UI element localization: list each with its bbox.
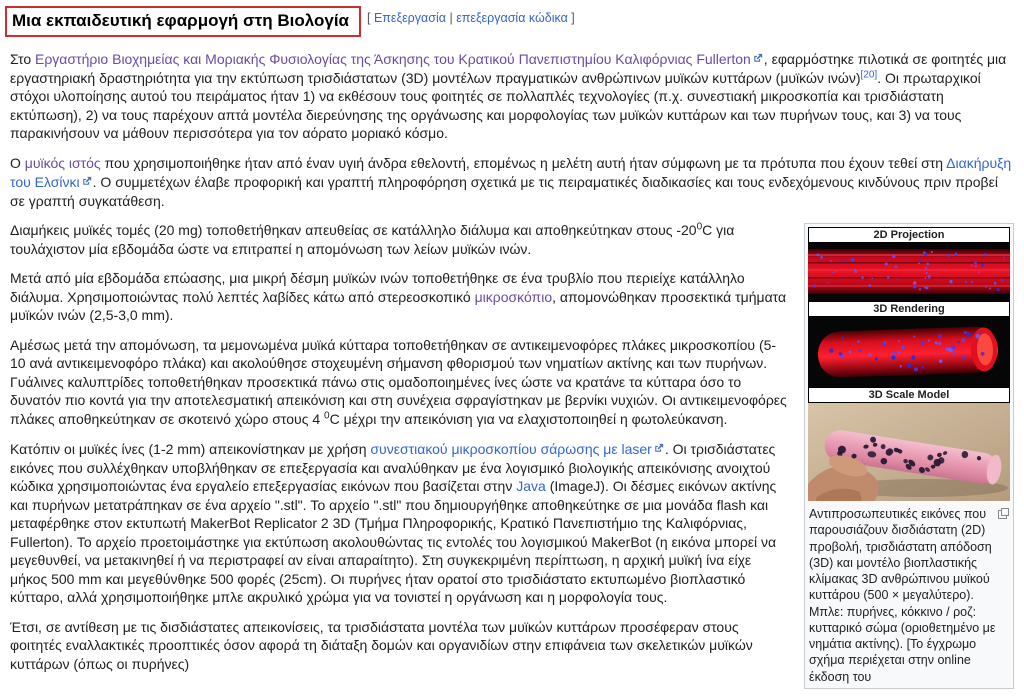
paragraph-intro: Στο Εργαστήριο Βιοχημείας και Μοριακής Φυσιολογίας της Άσκησης του Κρατικού Πανεπιστημίου Καλιφόρνιας Fullerton , εφαρμόστηκε πιλοτικά σε φοιτητές μια εργαστηριακή δραστηριότητα για την εκτύπωση τρισδιάστατων (3D) μοντέλων πραγματικών ανθρώπινων μυϊκών κυττάρων (μυϊκών ινών)[20]. Οι πρωταρχικοί στόχοι υλοποίησης αυτού του πειράματος ήταν 1) να εκθέσουν τους φοιτητές σε πολλαπλές τεχνολογίες (π.χ. συνεστιακή μικροσκοπία και τρισδιάστατη εκτύπωση), 2) να τους παρέχουν απτά μοντέλα διερεύνησης της οργάνωσης και μορφολογίας των μυϊκών κυττάρων και των πυρήνων τους, και 3) να τους παρακινήσουν να μάθουν περισσότερα για τον αόρατο μοριακό κόσμο. — [10, 51, 1007, 141]
external-link-icon — [654, 439, 664, 458]
text-link[interactable]: Java — [516, 478, 546, 494]
text-link[interactable]: μυϊκός ιστός — [24, 154, 101, 171]
annotation-red-box — [5, 6, 361, 37]
text-link[interactable]: Εργαστήριο Βιοχημείας και Μοριακής Φυσιολογίας της Άσκησης του Κρατικού Πανεπιστημίου Καλιφόρνιας Fullerton — [35, 51, 751, 67]
section-heading — [10, 6, 1014, 37]
reference-link[interactable]: [20] — [860, 68, 878, 80]
panel-label-3d-rendering: 3D Rendering — [808, 301, 1010, 317]
3d-scale-model-photo[interactable] — [808, 402, 1010, 501]
panel-label-2d-projection: 2D Projection — [808, 227, 1010, 243]
figure-caption-text: Αντιπροσωπευτικές εικόνες που παρουσιάζουν δισδιάστατη (2D) προβολή, τρισδιάστατη απόδοση (3D) και μοντέλο βιοπλαστικής κλίμακας 3D ανθρώπινου μυϊκού κυττάρου (500 × μεγαλύτερο). Μπλε: πυρήνες, κόκκινο / ροζ: κυτταρικό σώμα (οριοθετημένο με νημάτια ακτίνης). [Το έγχρωμο σχήμα περιέχεται στην online έκδοση του — [809, 507, 996, 684]
text-link[interactable]: Διακήρυξη του Ελσίνκι — [10, 154, 1012, 190]
paragraph-tissue-prep: Διαμήκεις μυϊκές τομές (20 mg) τοποθετήθηκαν απευθείας σε κατάλληλο διάλυμα και αποθηκεύτηκαν στους $-20^0C$ για τουλάχιστον μία εβδομάδα ώστε να επιτραπεί η απομόνωση των λείων μυϊκών ινών. — [10, 221, 735, 257]
panel-label-3d-scale-model: 3D Scale Model — [808, 387, 1010, 403]
figure-3d-scale-model — [808, 387, 1010, 501]
figure-caption — [808, 506, 1010, 685]
paragraph-imaging-printing: Κατόπιν οι μυϊκές ίνες (1-2 mm) απεικονίστηκαν με χρήση συνεστιακού μικροσκοπίου σάρωσης με laser . Οι τρισδιάστατες εικόνες που συλλέχθηκαν υποβλήθηκαν σε επεξεργασία και αναλύθηκαν με ένα λογισμικό βιολογικής απεικόνισης ανοιχτού κώδικα χρησιμοποιώντας ένα εργαλείο επεξεργασίας εικόνων που βασίζεται στην Java (ImageJ). Οι δέσμες εικόνων ακτίνης και πυρήνων μετατράπηκαν σε ένα αρχείο ".stl". Το αρχείο ".stl" που δημιουργήθηκε αποθηκεύτηκε σε μια μονάδα flash και μεταφέρθηκε στον εκτυπωτή MakerBot Replicator 2 3D (Τμήμα Πληροφορικής, Κρατικό Πανεπιστήμιο της Καλιφόρνιας, Fullerton). Το αρχείο προετοιμάστηκε για εκτύπωση ακολουθώντας τις εντολές του λογισμικού MakerBot (η εικόνα μπορεί να μεγεθυνθεί, να μετακινηθεί ή να περιστραφεί αν είναι απαραίτητο). Στη συγκεκριμένη περίπτωση, η αρχική μυϊκή ίνα είχε μήκος 500 mm και μεγεθύνθηκε 500 φορές (25cm). Οι πυρήνες ήταν ορατοί στο τρισδιάστατο εκτυπωμένο βιοπλαστικό κύτταρο, αλλά χρησιμοποιήθηκε μπλε ακρυλικό χρώμα για να τονιστεί η οργάνωση και η μορφολογία τους. — [10, 441, 777, 605]
paragraph-incubation: Μετά από μία εβδομάδα επώασης, μια μικρή δέσμη μυϊκών ινών τοποθετήθηκε σε ένα τρυβλίο που περιείχε κατάλληλο διάλυμα. Χρησιμοποιώντας πολύ λεπτές λαβίδες κάτω από στερεοσκοπικό μικροσκόπιο, απομονώθηκαν προσεκτικά τμήματα μυϊκών ινών (2,5-3,0 mm). — [10, 270, 787, 323]
text-link[interactable]: συνεστιακού μικροσκοπίου σάρωσης με laser — [370, 441, 652, 457]
text-link[interactable]: μικροσκόπιο — [474, 288, 553, 305]
2d-projection-image[interactable] — [808, 242, 1010, 301]
superscript-text: 0 — [324, 409, 330, 421]
edit-bracket-close: ] — [567, 11, 575, 25]
figure-3d-rendering — [808, 301, 1010, 387]
external-link-icon — [753, 49, 763, 68]
enlarge-icon[interactable] — [998, 507, 1009, 523]
superscript-text: 0 — [696, 221, 703, 233]
reference-superscript — [861, 69, 878, 80]
edit-section — [367, 11, 575, 25]
edit-separator: | — [445, 11, 457, 25]
edit-link[interactable]: Επεξεργασία — [373, 11, 446, 25]
figure-2d-projection — [808, 227, 1010, 301]
figure-thumbnail[interactable] — [804, 223, 1014, 689]
edit-bracket-open: [ — [367, 11, 374, 25]
paragraph-conclusion: Έτσι, σε αντίθεση με τις δισδιάστατες απεικονίσεις, τα τρισδιάστατα μοντέλα των μυϊκών κυττάρων προσέφεραν στους φοιτητές εναλλακτικές προοπτικές όσον αφορά τη διάταξη δομών και οργανιδίων στην επιφάνεια των σκελετικών μυϊκών κυττάρων (όπως οι πυρήνες) — [10, 618, 753, 672]
edit-source-link[interactable]: επεξεργασία κώδικα — [456, 11, 568, 25]
3d-rendering-image[interactable] — [808, 316, 1010, 387]
page-title: Μια εκπαιδευτική εφαρμογή στη Βιολογία — [12, 11, 350, 30]
external-link-icon — [82, 172, 92, 191]
paragraph-ethics: Ο μυϊκός ιστός που χρησιμοποιήθηκε ήταν από έναν υγιή άνδρα εθελοντή, επομένως η μελέτη αυτή ήταν σύμφωνη με τα πρότυπα που έχουν τεθεί στη Διακήρυξη του Ελσίνκι . Ο συμμετέχων έλαβε προφορική και γραπτή πληροφόρηση σχετικά με τις πειραματικές διαδικασίες και τους ενδεχόμενους κινδύνους πριν προβεί σε γραπτή συγκατάθεση. — [10, 154, 1012, 209]
paragraph-staining: Αμέσως μετά την απομόνωση, τα μεμονωμένα μυϊκά κύτταρα τοποθετήθηκαν σε αντικειμενοφόρες πλάκες μικροσκοπίου (5-10 ανά αντικειμενοφόρο πλάκα) και ακολούθησε στοχευμένη σήμανση φθορισμού των νηματίων ακτίνης και των πυρήνων. Γυάλινες καλυπτρίδες τοποθετήθηκαν προσεκτικά πάνω στις ομαδοποιημένες ίνες ώστε να κρατάνε τα κύτταρα όσο το δυνατόν πιο κοντά για την αποτελεσματική απεικόνιση και στη συνέχεια σφραγίστηκαν με βερνίκι νυχιών. Οι αντικειμενοφόρες πλάκες αποθηκεύτηκαν σε σκοτεινό χώρο στους 4 $^0$C μέχρι την απεικόνιση για να ελαχιστοποιηθεί η φωτολεύκανση. — [10, 336, 787, 427]
